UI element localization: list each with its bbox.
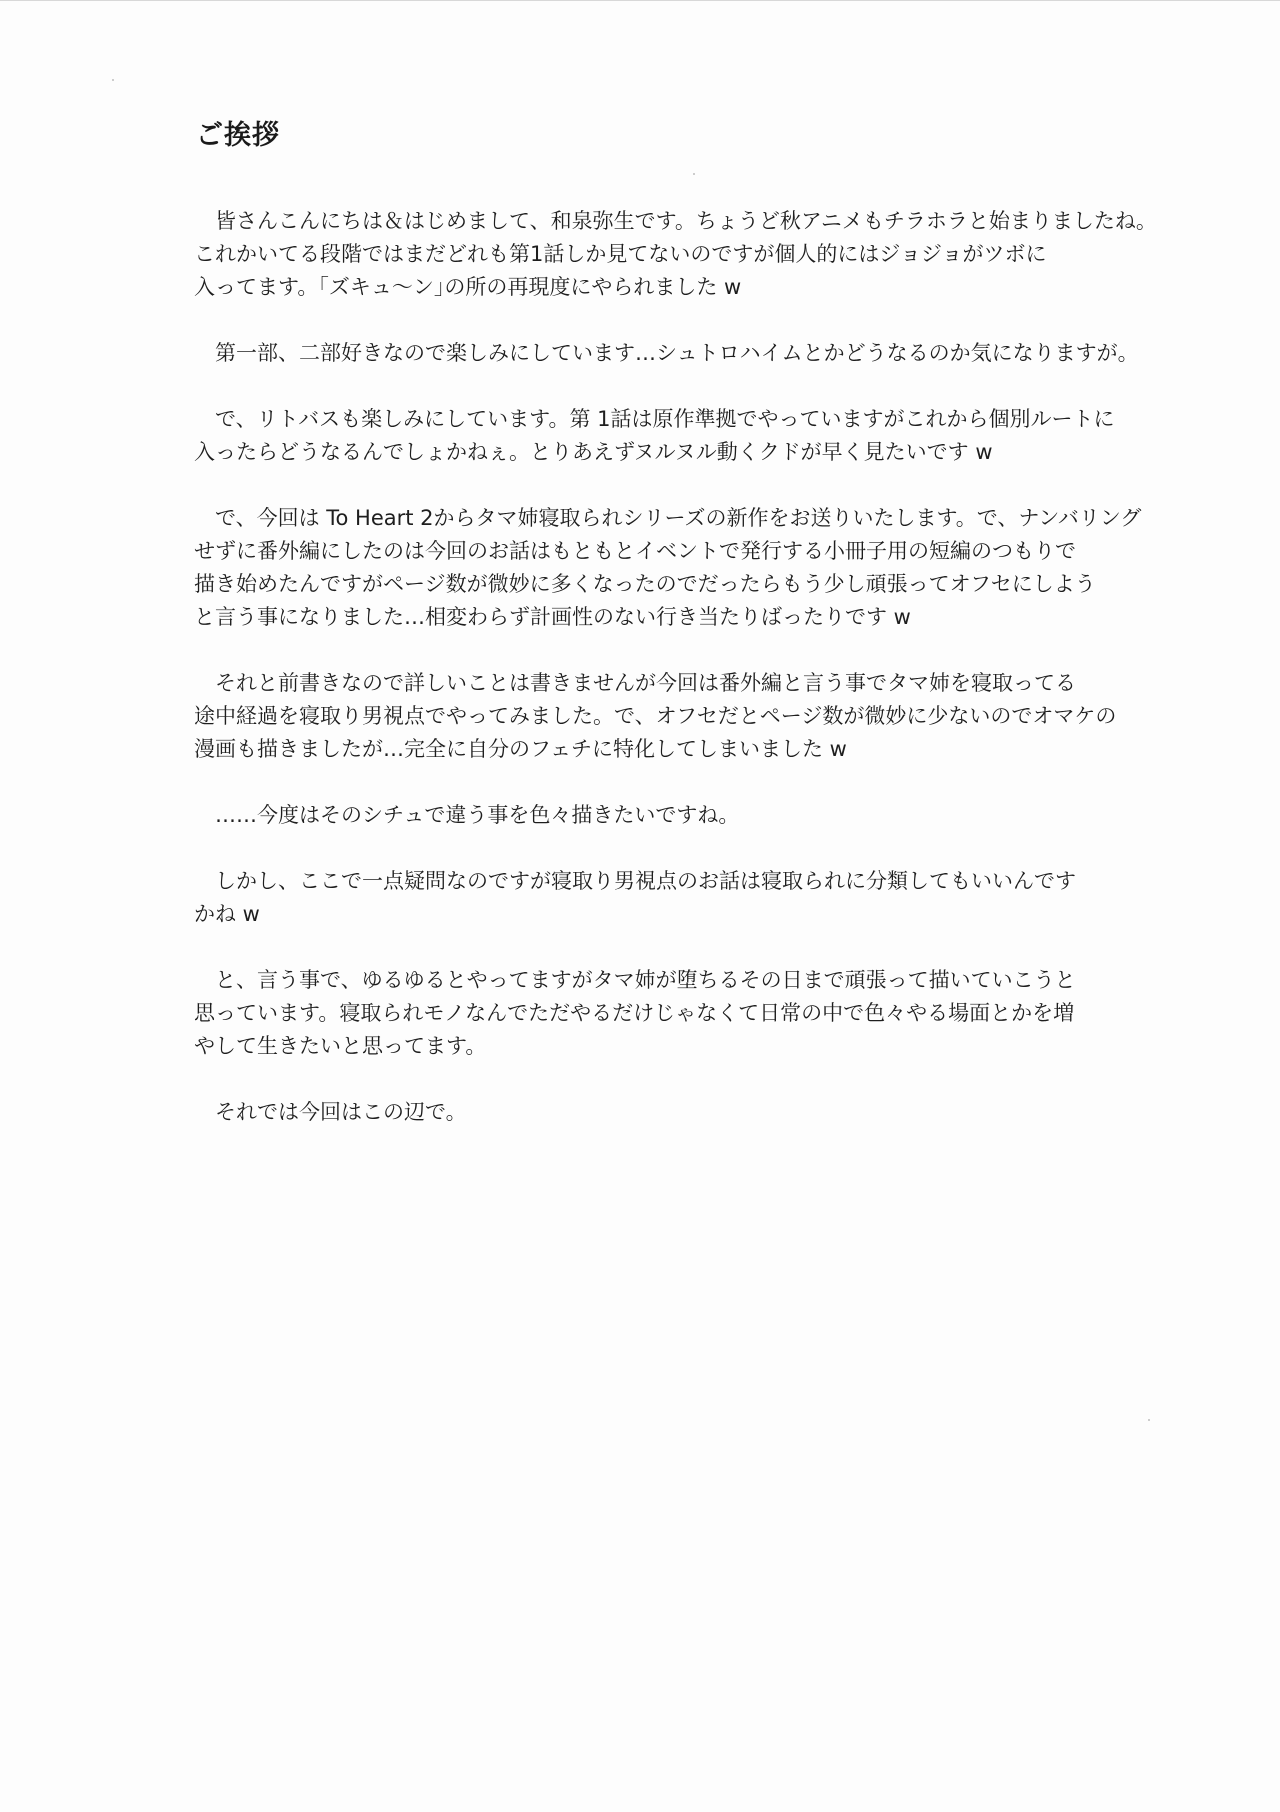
paragraph-line: と言う事になりました…相変わらず計画性のない行き当たりばったりです w <box>194 605 911 629</box>
paragraph <box>194 964 1194 1063</box>
paper-speck <box>112 79 114 81</box>
paragraph-line: 思っています。寝取られモノなんでただやるだけじゃなくて日常の中で色々やる場面とかを増 <box>194 1001 1075 1025</box>
paragraph-line: せずに番外編にしたのは今回のお話はもともとイベントで発行する小冊子用の短編のつもりで <box>194 539 1076 563</box>
paragraph-line: 入ったらどうなるんでしょかねぇ。とりあえずヌルヌル動くクドが早く見たいです w <box>194 440 993 464</box>
paragraph-line: それと前書きなので詳しいことは書きませんが今回は番外編と言う事でタマ姉を寝取ってる <box>194 671 1076 695</box>
paragraph <box>194 1096 1194 1129</box>
paragraph-line: 描き始めたんですがページ数が微妙に多くなったのでだったらもう少し頑張ってオフセにしよう <box>194 572 1096 596</box>
paragraph-line: しかし、ここで一点疑問なのですが寝取り男視点のお話は寝取られに分類してもいいんです <box>194 869 1076 893</box>
paragraph-line: 途中経過を寝取り男視点でやってみました。で、オフセだとページ数が微妙に少ないのでオマケの <box>194 704 1117 728</box>
paragraph-line: と、言う事で、ゆるゆるとやってますがタマ姉が堕ちるその日まで頑張って描いていこうと <box>194 968 1076 992</box>
paragraph-line: 漫画も描きましたが…完全に自分のフェチに特化してしまいました w <box>194 737 847 761</box>
paragraph-line: それでは今回はこの辺で。 <box>194 1100 467 1124</box>
paragraph-line: で、リトバスも楽しみにしています。第 1話は原作準拠でやっていますがこれから個別ルートに <box>194 407 1115 431</box>
paper-speck <box>693 173 695 175</box>
paragraph-line: やして生きたいと思ってます。 <box>194 1034 487 1058</box>
paragraph-line: で、今回は To Heart 2からタマ姉寝取られシリーズの新作をお送りいたします。で、ナンバリング <box>194 506 1142 530</box>
paragraph <box>194 337 1194 370</box>
paragraph <box>194 667 1194 766</box>
paragraph <box>194 403 1194 469</box>
paragraph-line: これかいてる段階ではまだどれも第1話しか見てないのですが個人的にはジョジョがツボに <box>194 242 1047 266</box>
document-body <box>194 205 1194 1162</box>
paragraph-line: 入ってます。｢ズキュ～ン｣の所の再現度にやられました w <box>194 275 742 299</box>
page-title: ご挨拶 <box>196 120 280 151</box>
paragraph <box>194 205 1194 304</box>
paper-speck <box>1148 1419 1150 1421</box>
paragraph-line: ……今度はそのシチュで違う事を色々描きたいですね。 <box>194 803 740 827</box>
paragraph <box>194 502 1194 634</box>
paragraph-line: 第一部、二部好きなので楽しみにしています…シュトロハイムとかどうなるのか気になりますが。 <box>194 341 1139 365</box>
paragraph <box>194 799 1194 832</box>
paragraph-line: かね w <box>194 902 260 926</box>
paragraph-line: 皆さんこんにちは＆はじめまして、和泉弥生です。ちょうど秋アニメもチラホラと始まりましたね。 <box>194 209 1157 233</box>
paragraph <box>194 865 1194 931</box>
